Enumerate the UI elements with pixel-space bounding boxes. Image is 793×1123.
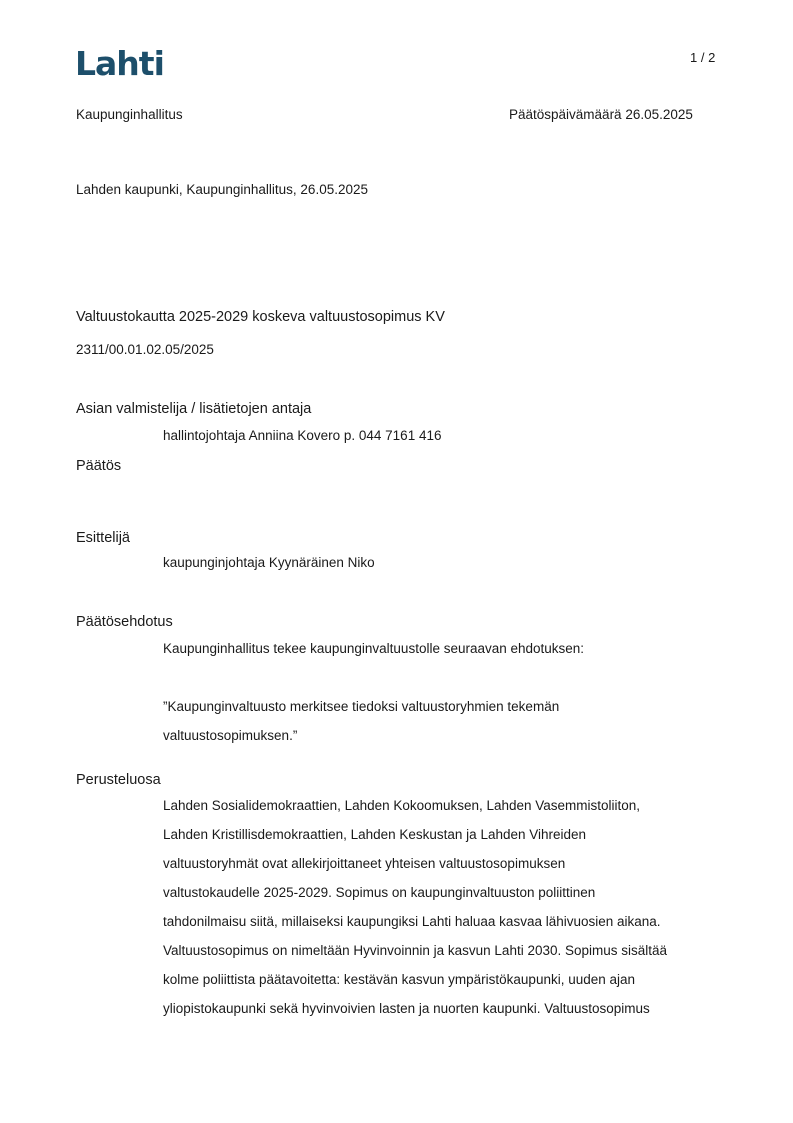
- rationale-line: Valtuustosopimus on nimeltään Hyvinvoinnin ja kasvun Lahti 2030. Sopimus sisältää: [163, 943, 668, 958]
- presenter-text: kaupunginjohtaja Kyynäräinen Niko: [163, 555, 375, 570]
- document-diary-number: 2311/00.01.02.05/2025: [76, 342, 214, 357]
- proposal-quote-line-1: ”Kaupunginvaltuusto merkitsee tiedoksi valtuustoryhmien tekemän: [163, 699, 560, 714]
- rationale-line: valtuustoryhmät ovat allekirjoittaneet yhteisen valtuustosopimuksen: [163, 856, 566, 871]
- rationale-line: tahdonilmaisu siitä, millaiseksi kaupungiksi Lahti haluaa kasvaa lähivuosien aikana.: [163, 914, 661, 929]
- document-title: Valtuustokautta 2025-2029 koskeva valtuustosopimus KV: [76, 309, 445, 325]
- rationale-line: kolme poliittista päätavoitetta: kestävän kasvun ympäristökaupunki, uuden ajan: [163, 972, 636, 987]
- decision-heading: Päätös: [76, 458, 122, 474]
- lahti-logo: Lahti: [75, 44, 164, 83]
- proposal-text: Kaupunginhallitus tekee kaupunginvaltuustolle seuraavan ehdotuksen:: [163, 641, 585, 656]
- rationale-line: valtustokaudelle 2025-2029. Sopimus on kaupunginvaltuuston poliittinen: [163, 885, 596, 900]
- preparer-heading: Asian valmistelija / lisätietojen antaja: [76, 401, 312, 417]
- organ-name: Kaupunginhallitus: [76, 107, 183, 122]
- presenter-heading: Esittelijä: [76, 530, 130, 546]
- proposal-heading: Päätösehdotus: [76, 614, 173, 630]
- page-number: 1 / 2: [690, 50, 716, 65]
- rationale-line: yliopistokaupunki sekä hyvinvoivien lasten ja nuorten kaupunki. Valtuustosopimus: [163, 1001, 650, 1016]
- rationale-heading: Perusteluosa: [76, 772, 161, 788]
- preparer-text: hallintojohtaja Anniina Kovero p. 044 7161 416: [163, 428, 442, 443]
- rationale-line: Lahden Sosialidemokraattien, Lahden Kokoomuksen, Lahden Vasemmistoliiton,: [163, 798, 641, 813]
- decision-date: Päätöspäivämäärä 26.05.2025: [509, 107, 693, 122]
- proposal-quote-line-2: valtuustosopimuksen.”: [163, 728, 298, 743]
- meeting-line: Lahden kaupunki, Kaupunginhallitus, 26.05.2025: [76, 182, 368, 197]
- rationale-line: Lahden Kristillisdemokraattien, Lahden Keskustan ja Lahden Vihreiden: [163, 827, 587, 842]
